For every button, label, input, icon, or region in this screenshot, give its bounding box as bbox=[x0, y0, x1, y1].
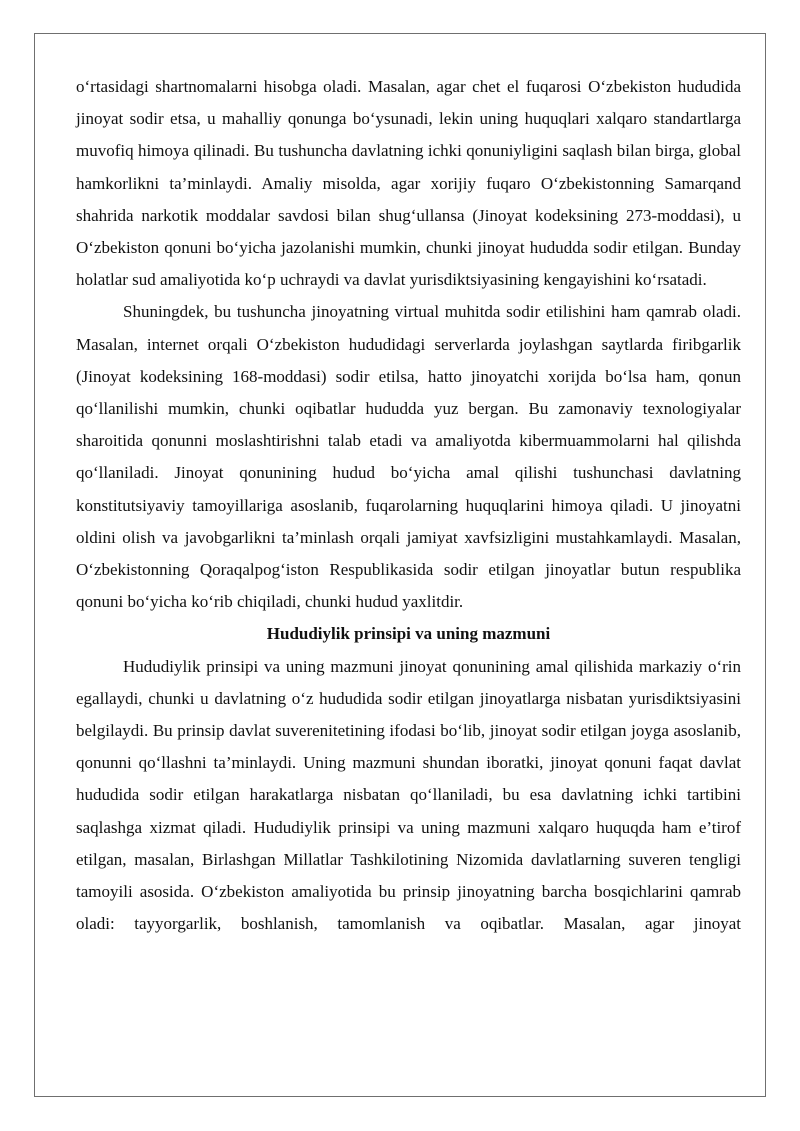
document-body bbox=[76, 71, 741, 940]
paragraph-continued: o‘rtasidagi shartnomalarni hisobga oladi. Masalan, agar chet el fuqarosi O‘zbekiston hududida jinoyat sodir etsa, u mahalliy qonunga bo‘ysunadi, lekin uning huquqlari xalqaro standartlarga muvofiq himoya qilinadi. Bu tushuncha davlatning ichki qonuniyligini saqlash bilan birga, global hamkorlikni ta’minlaydi. Amaliy misolda, agar xorijiy fuqaro O‘zbekistonning Samarqand shahrida narkotik moddalar savdosi bilan shug‘ullansa (Jinoyat kodeksining 273-moddasi), u O‘zbekiston qonuni bo‘yicha jazolanishi mumkin, chunki jinoyat hududda sodir etilgan. Bunday holatlar sud amaliyotida ko‘p uchraydi va davlat yurisdiktsiyasining kengayishini ko‘rsatadi. bbox=[76, 77, 741, 290]
paragraph-territorial-principle: Hududiylik prinsipi va uning mazmuni jinoyat qonunining amal qilishida markaziy o‘rin egallaydi, chunki u davlatning o‘z hududida sodir etilgan jinoyatlarga nisbatan yurisdiktsiyasini belgilaydi. Bu prinsip davlat suverenitetining ifodasi bo‘lib, jinoyat sodir etilgan joyga asoslanib, qonunni qo‘llashni ta’minlaydi. Uning mazmuni shundan iboratki, jinoyat qonuni faqat davlat hududida sodir etilgan harakatlarga nisbatan qo‘llaniladi, bu esa davlatning ichki tartibini saqlashga xizmat qiladi. Hududiylik prinsipi va uning mazmuni xalqaro huquqda ham e’tirof etilgan, masalan, Birlashgan Millatlar Tashkilotining Nizomida davlatlarning suveren tengligi tamoyili asosida. O‘zbekiston amaliyotida bu prinsip jinoyatning barcha bosqichlarini qamrab oladi: tayyorgarlik, boshlanish, tamomlanish va oqibatlar. Masalan, agar jinoyat bbox=[76, 656, 741, 934]
paragraph-virtual-environment: Shuningdek, bu tushuncha jinoyatning virtual muhitda sodir etilishini ham qamrab oladi. Masalan, internet orqali O‘zbekiston hududidagi serverlarda joylashgan saytlarda firibgarlik (Jinoyat kodeksining 168-moddasi) sodir etilsa, hatto jinoyatchi xorijda bo‘lsa ham, qonun qo‘llanilishi mumkin, chunki oqibatlar hududda yuz bergan. Bu zamonaviy texnologiyalar sharoitida qonunni moslashtirishni talab etadi va amaliyotda kibermuammolarni hal qilishda qo‘llaniladi. Jinoyat qonunining hudud bo‘yicha amal qilishi tushunchasi davlatning konstitutsiyaviy tamoyillariga asoslanib, fuqarolarning huquqlarini himoya qiladi. U jinoyatni oldini olish va javobgarlikni ta’minlash orqali jamiyat xavfsizligini mustahkamlaydi. Masalan, O‘zbekistonning Qoraqalpog‘iston Respublikasida sodir etilgan jinoyatlar butun respublika qonuni bo‘yicha ko‘rib chiqiladi, chunki hudud yaxlitdir. bbox=[76, 302, 741, 612]
section-heading: Hududiylik prinsipi va uning mazmuni bbox=[266, 624, 551, 644]
